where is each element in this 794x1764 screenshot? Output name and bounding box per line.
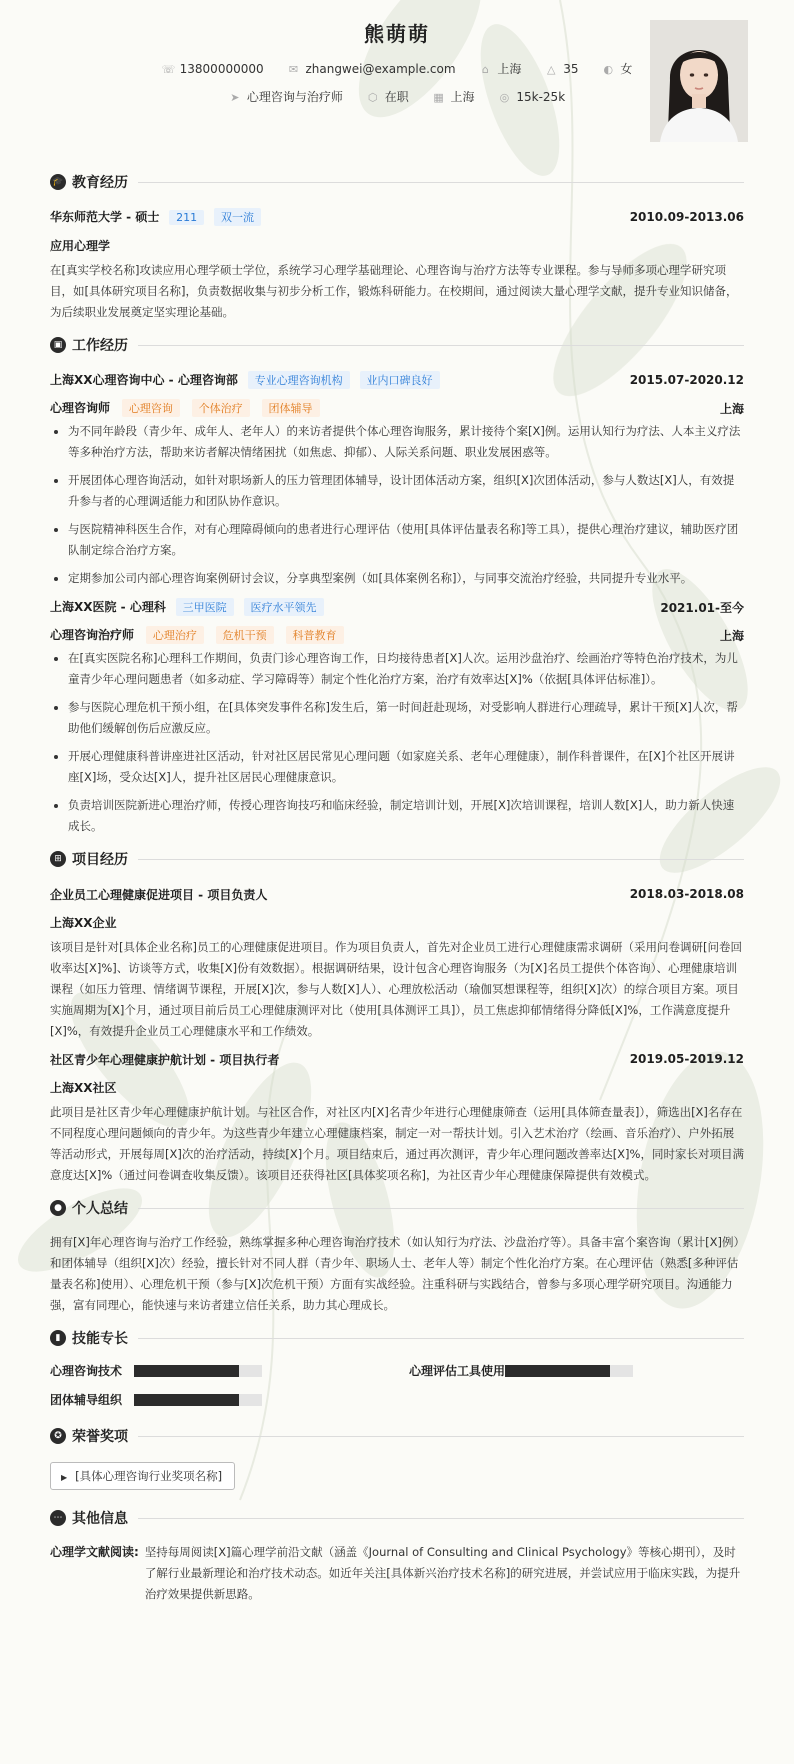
salary-icon: ◎ xyxy=(499,91,510,104)
project-name: 企业员工心理健康促进项目 - 项目负责人 xyxy=(50,887,268,902)
role-tag: 科普教育 xyxy=(286,626,344,644)
resume-header xyxy=(50,0,744,160)
role: 心理咨询治疗师 xyxy=(50,628,135,642)
skill-fill xyxy=(505,1365,610,1377)
skill-fill xyxy=(134,1365,239,1377)
major: 应用心理学 xyxy=(50,238,111,253)
project-header xyxy=(50,1048,744,1070)
company-tag: 医疗水平领先 xyxy=(244,598,324,616)
role-row xyxy=(50,624,744,646)
job-bullet: • 参与医院心理危机干预小组，在[具体突发事件名称]发生后，第一时间赶赴现场，对受影响人群进行心理疏导，累计干预[X]人次，帮助他们缓解创伤后应激反应。 xyxy=(68,697,744,739)
phone: 13800000000 xyxy=(179,62,264,76)
gender: 女 xyxy=(620,62,633,76)
project-name: 社区青少年心理健康护航计划 - 项目执行者 xyxy=(50,1052,280,1067)
skill-bar xyxy=(134,1365,262,1377)
education-title-text: 教育经历 xyxy=(72,175,128,191)
job-bullet: • 开展心理健康科普讲座进社区活动，针对社区居民常见心理问题（如家庭关系、老年心理健康），制作科普课件，在[X]个社区开展讲座[X]场，受众达[X]人，提升社区居民心理健康意识。 xyxy=(68,746,744,788)
company-tag: 业内口碑良好 xyxy=(360,371,440,389)
project-date: 2018.03-2018.08 xyxy=(629,887,744,901)
project-description: 该项目是针对[具体企业名称]员工的心理健康促进项目。作为项目负责人，首先对企业员工进行心理健康需求调研（采用问卷调研[问卷回收率达[X]%]、访谈等方式，收集[X]份有效数据）。根据调研结果，设计包含心理咨询服务（为[X]名员工提供个体咨询）、心理健康培训课程（如压力管理、情绪调节课程，开展[X]次，参与人数[X]人）、心理放松活动（瑜伽冥想课程等，组织[X]次）的综合项目方案。项目实施周期为[X]个月，通过项目前后员工心理健康测评对比（使用[具体测评工具]），员工焦虑抑郁情绪得分降低[X]%，工作满意度提升[X]%，有效提升企业员工心理健康水平和工作绩效。 xyxy=(50,940,742,1038)
gender-icon: ◐ xyxy=(603,63,614,76)
job-bullet: • 定期参加公司内部心理咨询案例研讨会议，分享典型案例（如[具体案例名称]），与同事交流治疗经验，共同提升专业水平。 xyxy=(68,568,744,589)
work-title-text: 工作经历 xyxy=(72,338,128,354)
award-item xyxy=(50,1462,235,1490)
skill-bar xyxy=(505,1365,633,1377)
job-bullet: • 负责培训医院新进心理治疗师，传授心理咨询技巧和临床经验，制定培训计划，开展[X]次培训课程，培训人数[X]人，助力新人快速成长。 xyxy=(68,795,744,837)
other-title xyxy=(50,1504,744,1532)
summary-section xyxy=(50,1194,744,1316)
medal-icon: ✪ xyxy=(50,1428,66,1444)
phone-icon: ☏ xyxy=(161,63,176,76)
major-row xyxy=(50,234,744,256)
other-label: 心理学文献阅读: xyxy=(50,1545,139,1559)
age: 35 xyxy=(563,62,579,76)
job-intent-row xyxy=(50,88,744,105)
email: zhangwei@example.com xyxy=(305,62,456,76)
edu-tag: 双一流 xyxy=(214,208,261,226)
company: 上海XX医院 - 心理科 xyxy=(50,600,166,614)
email-item xyxy=(287,62,455,76)
job-header xyxy=(50,596,744,618)
profile-photo xyxy=(650,20,748,142)
company-tag: 专业心理咨询机构 xyxy=(248,371,350,389)
skill-item xyxy=(409,1362,744,1379)
gender-item xyxy=(602,60,632,77)
role-row xyxy=(50,397,744,419)
education-description: 在[真实学校名称]攻读应用心理学硕士学位，系统学习心理学基础理论、心理咨询与治疗方法等专业课程。参与导师多项心理学研究项目，如[具体研究项目名称]，负责数据收集与初步分析工作，锻炼科研能力。在校期间，通过阅读大量心理学文献，提升专业知识储备，为后续职业发展奠定坚实理论基础。 xyxy=(50,263,738,319)
other-item xyxy=(50,1542,744,1605)
divider xyxy=(138,859,744,860)
awards-title xyxy=(50,1422,744,1450)
job-entry xyxy=(50,369,744,589)
project-header xyxy=(50,883,744,905)
company-tag: 三甲医院 xyxy=(176,598,234,616)
age-item xyxy=(545,62,578,76)
job-bullet: • 开展团体心理咨询活动，如针对职场新人的压力管理团体辅导，设计团体活动方案，组织[X]次团体活动，参与人数达[X]人，有效提升参与者的心理调适能力和团队协作意识。 xyxy=(68,470,744,512)
location: 上海 xyxy=(497,62,522,76)
divider xyxy=(138,1338,744,1339)
education-section xyxy=(50,168,744,323)
user-icon: ● xyxy=(50,1200,66,1216)
role-tag: 危机干预 xyxy=(216,626,274,644)
position-item xyxy=(229,88,343,105)
salary-item xyxy=(498,90,565,104)
status-icon: ⬡ xyxy=(367,91,378,104)
project-org-row xyxy=(50,911,744,933)
job-bullet: • 为不同年龄段（青少年、成年人、老年人）的来访者提供个体心理咨询服务，累计接待个案[X]例。运用认知行为疗法、人本主义疗法等多种治疗方法，帮助来访者解决情绪困扰（如焦虑、抑郁）、人际关系问题、职业发展困惑等。 xyxy=(68,421,744,463)
briefcase-icon: ▣ xyxy=(50,337,66,353)
awards-title-text: 荣誉奖项 xyxy=(72,1429,128,1445)
location-item xyxy=(479,60,521,77)
skill-item xyxy=(50,1391,385,1408)
status-item xyxy=(367,88,409,105)
project-org: 上海XX企业 xyxy=(50,915,117,930)
role-tag: 心理咨询 xyxy=(122,399,180,417)
job-entry xyxy=(50,596,744,837)
work-title xyxy=(50,331,744,359)
skill-item xyxy=(50,1362,385,1379)
salary: 15k-25k xyxy=(516,90,566,104)
company: 上海XX心理咨询中心 - 心理咨询部 xyxy=(50,373,238,387)
divider xyxy=(138,1436,744,1437)
other-text: 坚持每周阅读[X]篇心理学前沿文献（涵盖《Journal of Consulting and Clinical Psychology》等核心期刊），及时了解行业最新理论和治疗技术动态。如近年关注[具体新兴治疗技术名称]的研究进展，并尝试应用于临床实践，为提升治疗效果提供新思路。 xyxy=(144,1545,741,1601)
job-date: 2015.07-2020.12 xyxy=(629,373,744,387)
skills-title xyxy=(50,1324,744,1352)
skill-bar xyxy=(134,1394,262,1406)
home-icon: ⌂ xyxy=(481,63,489,76)
skill-fill xyxy=(134,1394,239,1406)
divider xyxy=(138,1208,744,1209)
graduation-cap-icon: 🎓 xyxy=(50,174,66,190)
project-description: 此项目是社区青少年心理健康护航计划。与社区合作，对社区内[X]名青少年进行心理健康筛查（运用[具体筛查量表]），筛选出[X]名存在不同程度心理问题倾向的青少年。为这些青少年建立心理健康档案，制定一对一帮扶计划。引入艺术治疗（绘画、音乐治疗）、户外拓展等活动形式，开展每周[X]次的治疗活动，持续[X]个月。项目结束后，通过再次测评，青少年心理问题改善率达[X]%，同时家长对项目满意度达[X]%（通过问卷调查收集反馈）。该项目还获得社区[具体奖项名称]，为社区青少年心理健康保障提供有效模式。 xyxy=(50,1105,744,1182)
send-icon: ➤ xyxy=(230,91,240,104)
job-city: 上海 xyxy=(719,401,744,416)
awards-section xyxy=(50,1422,744,1490)
job-bullets xyxy=(50,648,744,837)
play-icon: ▶ xyxy=(61,1473,68,1482)
project-entry xyxy=(50,1048,744,1186)
skill-name: 心理评估工具使用 xyxy=(409,1364,506,1378)
position: 心理咨询与治疗师 xyxy=(246,90,343,104)
project-date: 2019.05-2019.12 xyxy=(629,1052,744,1066)
skill-name: 心理咨询技术 xyxy=(50,1364,123,1378)
school-name: 华东师范大学 - 硕士 xyxy=(50,210,160,224)
role-tag: 心理治疗 xyxy=(146,626,204,644)
project-org: 上海XX社区 xyxy=(50,1080,117,1095)
work-section xyxy=(50,331,744,837)
job-date: 2021.01-至今 xyxy=(660,600,744,615)
job-bullets xyxy=(50,421,744,589)
other-title-text: 其他信息 xyxy=(72,1511,128,1527)
status: 在职 xyxy=(384,90,409,104)
email-icon: ✉ xyxy=(288,63,299,76)
age-icon: △ xyxy=(547,63,556,76)
skills-grid xyxy=(50,1362,744,1408)
divider xyxy=(138,345,744,346)
projects-section xyxy=(50,845,744,1186)
bar-chart-icon: ▮ xyxy=(50,1330,66,1346)
education-row xyxy=(50,206,744,228)
other-section xyxy=(50,1504,744,1605)
summary-title xyxy=(50,1194,744,1222)
award-name: [具体心理咨询行业奖项名称] xyxy=(75,1469,223,1483)
projects-title xyxy=(50,845,744,873)
role-tag: 个体治疗 xyxy=(192,399,250,417)
summary-title-text: 个人总结 xyxy=(72,1201,128,1217)
summary-text: 拥有[X]年心理咨询与治疗工作经验，熟练掌握多种心理咨询治疗技术（如认知行为疗法、沙盘治疗等）。具备丰富个案咨询（累计[X]例）和团体辅导（组织[X]次）经验，擅长针对不同人群（青少年、职场人士、老年人等）制定个性化治疗方案。在心理评估（熟悉[多种评估量表名称]使用）、心理危机干预（参与[X]次危机干预）方面有实战经验。注重科研与实践结合，曾参与多项心理学研究项目。沟通能力强，富有同理心，能快速与来访者建立信任关系，助力其心理成长。 xyxy=(50,1235,740,1312)
role-tag: 团体辅导 xyxy=(262,399,320,417)
education-date: 2010.09-2013.06 xyxy=(629,210,744,224)
job-bullet: • 与医院精神科医生合作，对有心理障碍倾向的患者进行心理评估（使用[具体评估量表名称]等工具），提供心理治疗建议，辅助医疗团队制定综合治疗方案。 xyxy=(68,519,744,561)
divider xyxy=(138,1518,744,1519)
building-icon: ▦ xyxy=(433,91,444,104)
contact-row xyxy=(50,60,744,77)
grid-icon: ⊞ xyxy=(50,851,66,867)
candidate-name: 熊萌萌 xyxy=(364,22,430,46)
phone-item xyxy=(162,62,264,76)
info-icon: ⋯ xyxy=(50,1510,66,1526)
job-header xyxy=(50,369,744,391)
job-city: 上海 xyxy=(719,628,744,643)
skills-title-text: 技能专长 xyxy=(72,1331,128,1347)
project-org-row xyxy=(50,1076,744,1098)
projects-title-text: 项目经历 xyxy=(72,852,128,868)
target-city-item xyxy=(433,88,475,105)
education-title xyxy=(50,168,744,196)
skills-section xyxy=(50,1324,744,1408)
edu-tag: 211 xyxy=(169,210,204,225)
skill-name: 团体辅导组织 xyxy=(50,1393,123,1407)
target-city: 上海 xyxy=(450,90,475,104)
divider xyxy=(138,182,744,183)
role: 心理咨询师 xyxy=(50,401,111,415)
job-bullet: • 在[真实医院名称]心理科工作期间，负责门诊心理咨询工作，日均接待患者[X]人次。运用沙盘治疗、绘画治疗等特色治疗技术，为儿童青少年心理问题患者（如多动症、学习障碍等）制定个性化治疗方案，治疗有效率达[X]%（依据[具体评估标准]）。 xyxy=(68,648,744,690)
project-entry xyxy=(50,883,744,1042)
